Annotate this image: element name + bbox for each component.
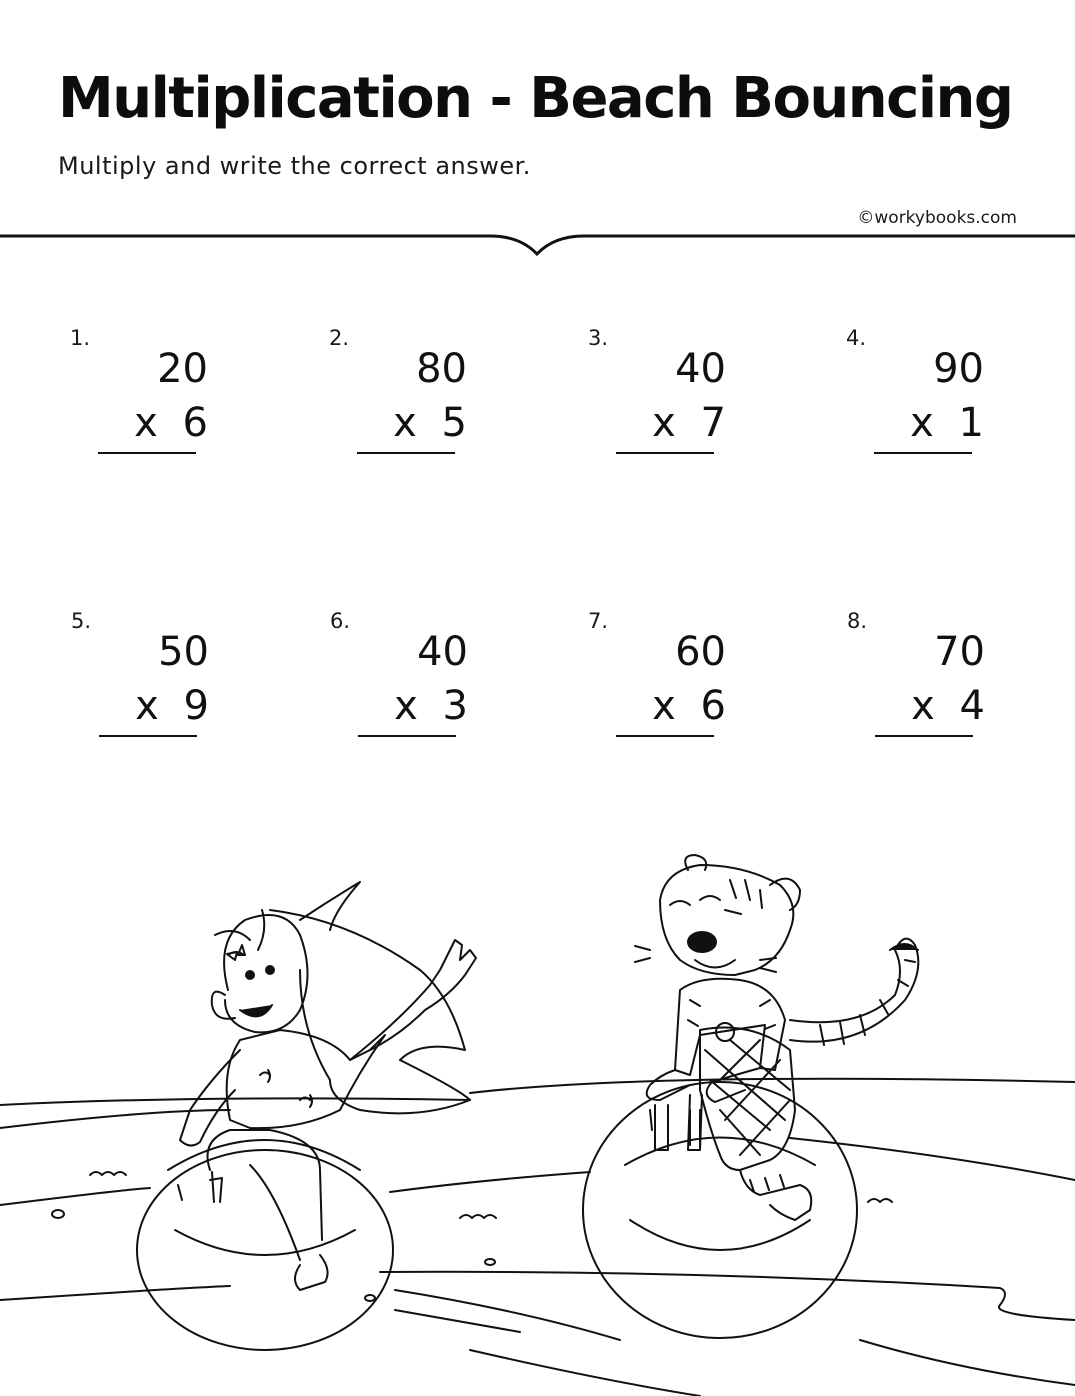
multiplier-row bbox=[99, 683, 209, 729]
multiplicand: 80 bbox=[416, 346, 467, 392]
multiplier: 5 bbox=[441, 400, 467, 446]
multiplicand: 90 bbox=[933, 346, 984, 392]
multiplicand: 40 bbox=[675, 346, 726, 392]
problem-number: 7. bbox=[588, 609, 609, 633]
problem-number: 8. bbox=[847, 609, 868, 633]
page-title: Multiplication - Beach Bouncing bbox=[58, 66, 1013, 131]
answer-line[interactable] bbox=[875, 735, 973, 737]
problem-1 bbox=[70, 326, 270, 476]
multiplier-row bbox=[616, 683, 726, 729]
answer-line[interactable] bbox=[616, 452, 714, 454]
tiger-on-ball bbox=[583, 855, 918, 1338]
multiplier: 9 bbox=[183, 683, 209, 729]
answer-line[interactable] bbox=[357, 452, 455, 454]
multiplicand: 60 bbox=[675, 629, 726, 675]
problem-2 bbox=[329, 326, 529, 476]
problem-number: 3. bbox=[588, 326, 609, 350]
times-sign: x bbox=[393, 400, 417, 446]
multiplier: 1 bbox=[958, 400, 984, 446]
instructions: Multiply and write the correct answer. bbox=[58, 152, 531, 180]
answer-line[interactable] bbox=[99, 735, 197, 737]
answer-line[interactable] bbox=[98, 452, 196, 454]
multiplier: 6 bbox=[700, 683, 726, 729]
times-sign: x bbox=[135, 683, 159, 729]
beach-illustration bbox=[0, 810, 1075, 1396]
multiplier-row bbox=[874, 400, 984, 446]
multiplier-row bbox=[98, 400, 208, 446]
multiplier-row bbox=[357, 400, 467, 446]
times-sign: x bbox=[652, 400, 676, 446]
problem-number: 6. bbox=[330, 609, 351, 633]
answer-line[interactable] bbox=[358, 735, 456, 737]
multiplicand: 20 bbox=[157, 346, 208, 392]
multiplicand: 40 bbox=[417, 629, 468, 675]
multiplier: 4 bbox=[959, 683, 985, 729]
times-sign: x bbox=[652, 683, 676, 729]
multiplier: 3 bbox=[442, 683, 468, 729]
problem-5 bbox=[71, 609, 271, 759]
problem-6 bbox=[330, 609, 530, 759]
header-divider bbox=[0, 226, 1075, 262]
answer-line[interactable] bbox=[874, 452, 972, 454]
multiplier: 7 bbox=[700, 400, 726, 446]
multiplier-row bbox=[358, 683, 468, 729]
problem-number: 2. bbox=[329, 326, 350, 350]
times-sign: x bbox=[910, 400, 934, 446]
problem-8 bbox=[847, 609, 1047, 759]
problem-number: 1. bbox=[70, 326, 91, 350]
multiplier-row bbox=[616, 400, 726, 446]
problem-4 bbox=[846, 326, 1046, 476]
problem-7 bbox=[588, 609, 788, 759]
multiplicand: 50 bbox=[158, 629, 209, 675]
times-sign: x bbox=[911, 683, 935, 729]
multiplier: 6 bbox=[182, 400, 208, 446]
times-sign: x bbox=[134, 400, 158, 446]
times-sign: x bbox=[394, 683, 418, 729]
multiplicand: 70 bbox=[934, 629, 985, 675]
problem-number: 5. bbox=[71, 609, 92, 633]
problem-3 bbox=[588, 326, 788, 476]
ground-lines bbox=[0, 1079, 1075, 1396]
problem-number: 4. bbox=[846, 326, 867, 350]
answer-line[interactable] bbox=[616, 735, 714, 737]
girl-on-ball bbox=[137, 882, 476, 1350]
multiplier-row bbox=[875, 683, 985, 729]
copyright-text: ©workybooks.com bbox=[857, 208, 1017, 228]
